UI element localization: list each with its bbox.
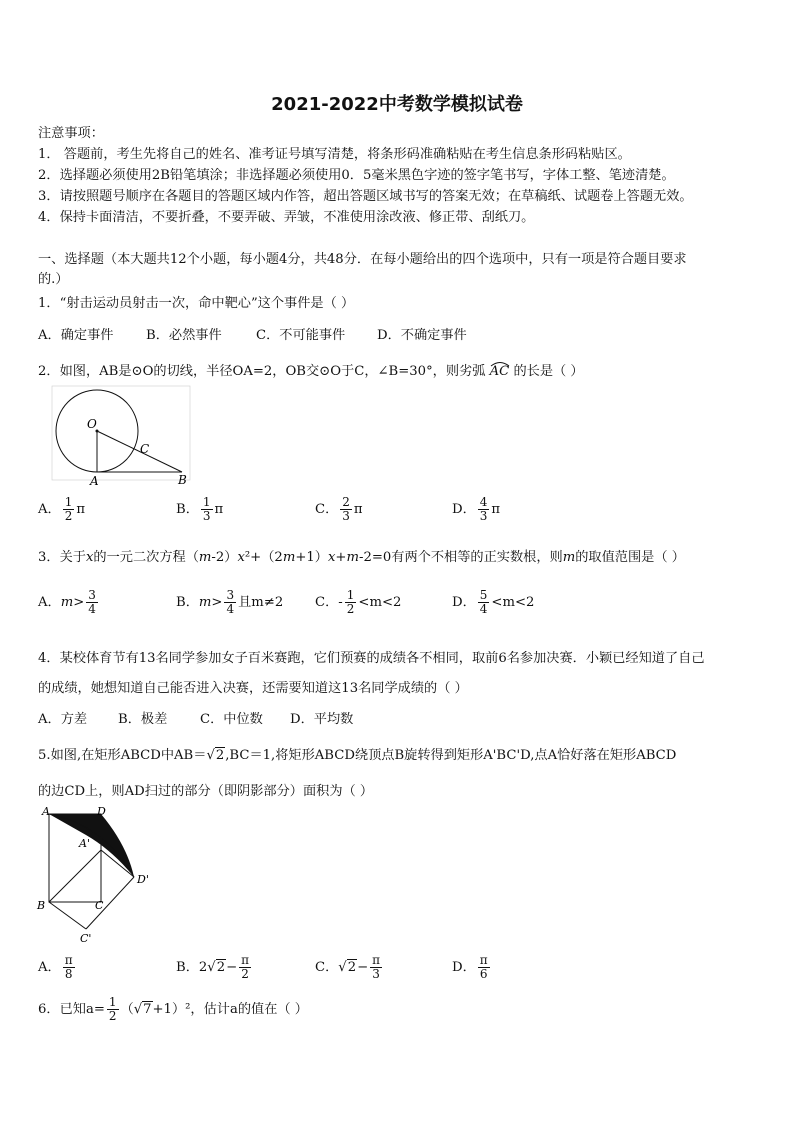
q2-figure-circle-tangent xyxy=(50,385,195,490)
q2-stem xyxy=(38,360,584,379)
label-b: B xyxy=(37,899,46,912)
label-a-prime: A' xyxy=(79,837,90,850)
q3-option-a: A．m> $\frac{3}{4}$ xyxy=(38,588,96,616)
section-heading-cont: 的.） xyxy=(38,272,69,287)
q2-stem-a: 2．如图，AB是⊙O的切线，半径OA=2，OB交⊙O于C，∠B=30°，则劣弧 xyxy=(38,364,486,379)
q5-figure-rotated-rectangle xyxy=(34,805,159,945)
q2-option-d: D． $\frac{4}{3}$ π xyxy=(452,495,501,523)
section-heading: 一、选择题（本大题共12个小题，每小题4分，共48分．在每小题给出的四个选项中，只有一项是符合题目要求 xyxy=(38,252,687,267)
notice-item-2: 2．选择题必须使用2B铅笔填涂；非选择题必须使用0．5毫米黑色字迹的签字笔书写，字体工整、笔迹清楚。 xyxy=(38,168,675,183)
q4-option-c: C．中位数 xyxy=(200,712,263,727)
label-d-prime: D' xyxy=(137,873,149,886)
q5-option-b: B．2√2− $\frac{\pi}{2}$ xyxy=(176,953,250,981)
label-b: B xyxy=(178,473,187,487)
q1-option-a: A．确定事件 xyxy=(38,328,114,343)
q3-option-d: D． $\frac{5}{4}$ <m<2 xyxy=(452,588,535,616)
q2-option-a: A． $\frac{1}{2}$ π xyxy=(38,495,86,523)
label-a: A xyxy=(42,805,50,818)
label-c: C xyxy=(140,442,150,456)
q5-stem-line2: 的边CD上，则AD扫过的部分（即阴影部分）面积为（ ） xyxy=(38,784,374,799)
q3-option-c: C．- $\frac{1}{2}$ <m<2 xyxy=(315,588,402,616)
page-title: 2021-2022中考数学模拟试卷 xyxy=(271,94,523,115)
q1-option-c: C．不可能事件 xyxy=(256,328,346,343)
q6-stem: 6．已知a= $\frac{1}{2}$ （√7+1）²，估计a的值在（ ） xyxy=(38,995,308,1023)
label-d: D xyxy=(97,805,106,818)
label-c-prime: C' xyxy=(80,932,92,945)
notice-heading: 注意事项： xyxy=(38,126,104,141)
label-c: C xyxy=(95,899,104,912)
q1-option-b: B．必然事件 xyxy=(146,328,222,343)
q2-option-c: C． $\frac{2}{3}$ π xyxy=(315,495,363,523)
q3-option-b: B．m> $\frac{3}{4}$ 且m≠2 xyxy=(176,588,284,616)
q1-stem: 1．“射击运动员射击一次，命中靶心”这个事件是（ ） xyxy=(38,296,355,311)
q5-stem-line1: 5.如图,在矩形ABCD中AB＝√2,BC＝1,将矩形ABCD绕顶点B旋转得到矩形A'BC'D,点A恰好落在矩形ABCD xyxy=(38,748,677,763)
arc-mark-icon xyxy=(489,361,511,367)
q4-option-a: A．方差 xyxy=(38,712,88,727)
q4-stem-line1: 4．某校体育节有13名同学参加女子百米赛跑，它们预赛的成绩各不相同，取前6名参加决赛．小颖已经知道了自己 xyxy=(38,651,705,666)
label-a: A xyxy=(90,474,99,488)
label-o: O xyxy=(87,417,97,431)
q1-option-d: D．不确定事件 xyxy=(377,328,467,343)
q4-option-d: D．平均数 xyxy=(290,712,354,727)
q4-stem-line2: 的成绩，她想知道自己能否进入决赛，还需要知道这13名同学成绩的（ ） xyxy=(38,681,468,696)
q5-option-a: A． $\frac{\pi}{8}$ xyxy=(38,953,73,981)
q4-option-b: B．极差 xyxy=(118,712,168,727)
notice-item-4: 4．保持卡面清洁，不要折叠，不要弄破、弄皱，不准使用涂改液、修正带、刮纸刀。 xyxy=(38,210,535,225)
notice-item-3: 3．请按照题号顺序在各题目的答题区域内作答，超出答题区域书写的答案无效；在草稿纸、试题卷上答题无效。 xyxy=(38,189,693,204)
q2-option-b: B． $\frac{1}{3}$ π xyxy=(176,495,224,523)
notice-item-1: 1． 答题前，考生先将自己的姓名、准考证号填写清楚，将条形码准确粘贴在考生信息条形码粘贴区。 xyxy=(38,147,631,162)
q3-stem: 3．关于x的一元二次方程（m-2）x²+（2m+1）x+m-2=0有两个不相等的正实数根，则m的取值范围是（ ） xyxy=(38,550,685,565)
q2-stem-b: 的长是（ ） xyxy=(513,364,584,379)
q2-arc-ac: AC xyxy=(490,364,510,379)
q5-option-c: C．√2− $\frac{\pi}{3}$ xyxy=(315,953,381,981)
q5-option-d: D． $\frac{\pi}{6}$ xyxy=(452,953,488,981)
